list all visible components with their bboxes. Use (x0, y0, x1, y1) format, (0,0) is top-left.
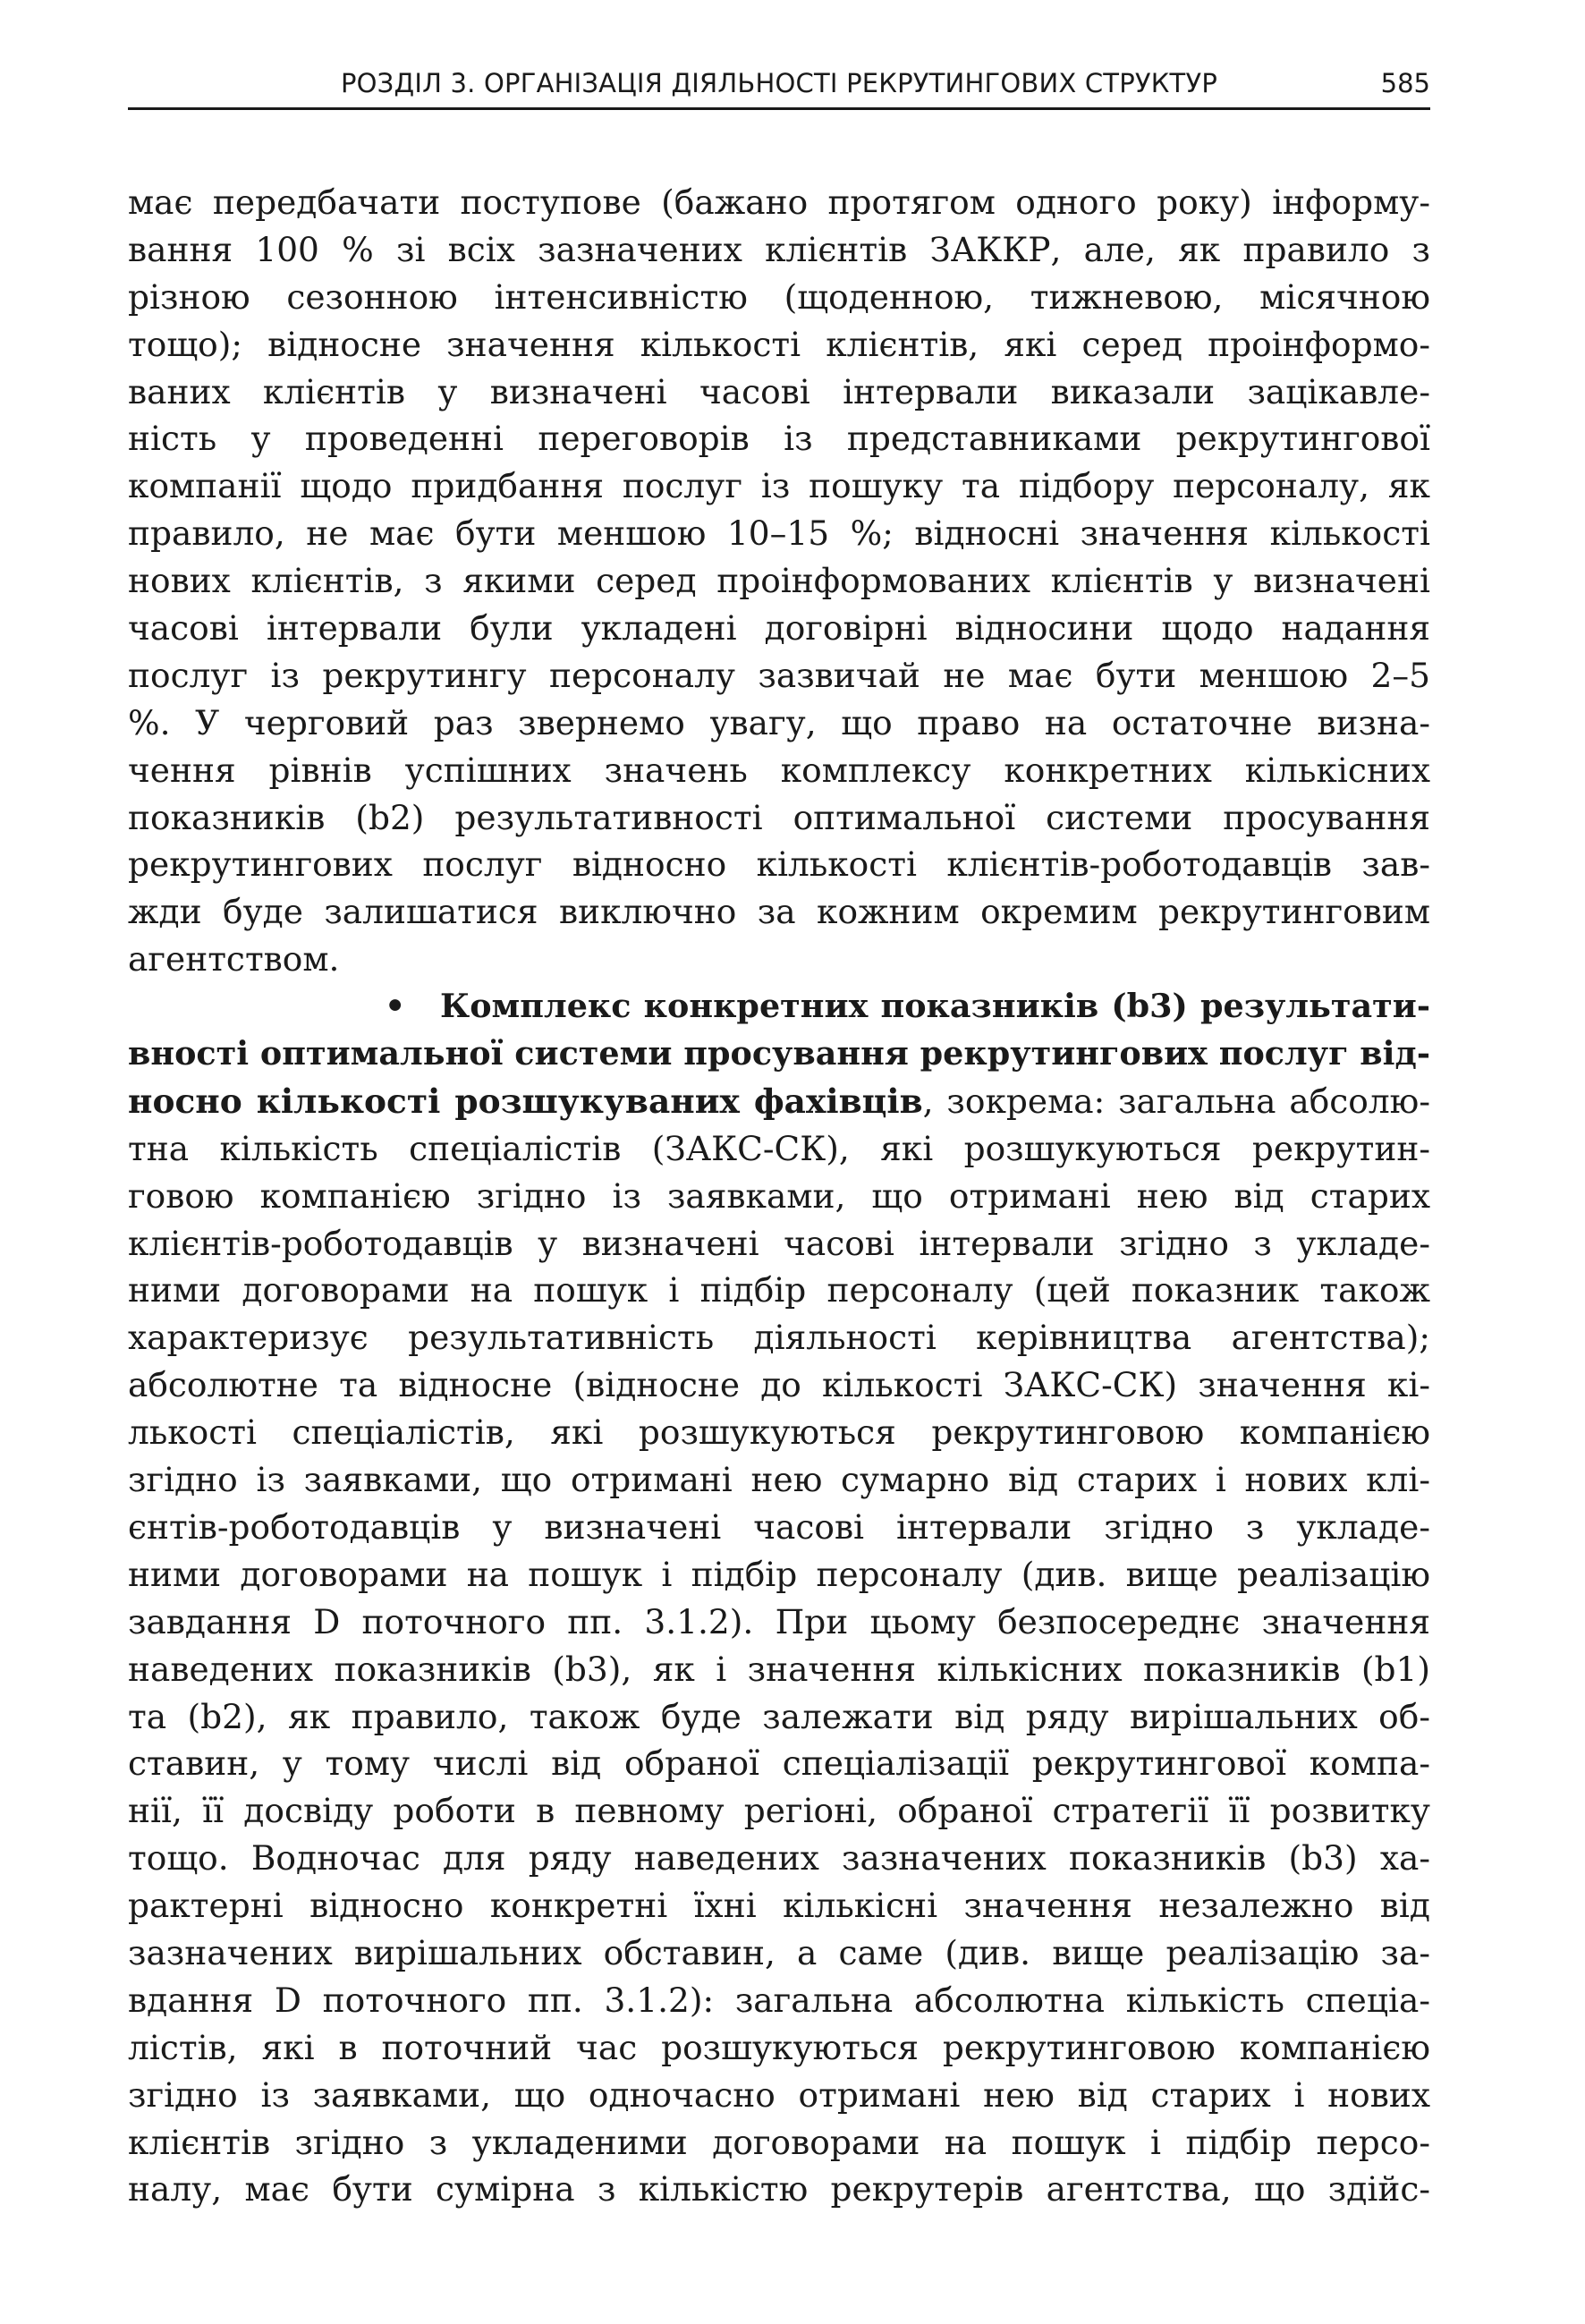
text-line: абсолютне та відносне (відносне до кількості ЗАКС-СК) значення кі- (128, 1365, 1430, 1405)
text-line: нії, її досвіду роботи в певному регіоні, обраної стратегії її розвитку (128, 1791, 1430, 1831)
text-line (128, 1031, 1430, 1078)
text-line: єнтів-роботодавців у визначені часові інтервали згідно з укладе- (128, 1506, 1430, 1547)
text-fragment: , зокрема: загальна абсолю- (922, 1081, 1430, 1121)
text-line: ваних клієнтів у визначені часові інтервали виказали зацікавле- (128, 371, 1430, 411)
text-line: рактерні відносно конкретні їхні кількісні значення незалежно від (128, 1886, 1430, 1926)
chapter-title: РОЗДІЛ 3. ОРГАНІЗАЦІЯ ДІЯЛЬНОСТІ РЕКРУТИНГОВИХ СТРУКТУР (340, 68, 1218, 98)
text-line: ставин, у тому числі від обраної спеціалізації рекрутингової компа- (128, 1743, 1430, 1784)
text-line: %. У черговий раз звернемо увагу, що право на остаточне визна- (128, 702, 1430, 742)
text-line: згідно із заявками, що отримані нею сумарно від старих і нових клі- (128, 1460, 1430, 1500)
page-number: 585 (1380, 68, 1430, 98)
text-line: тощо. Водночас для ряду наведених зазначених показників (b3) ха- (128, 1838, 1430, 1879)
text-line: вання 100 % зі всіх зазначених клієнтів ЗАККР, але, як правило з (128, 229, 1430, 269)
bold-heading-text: вності оптимальної системи просування рекрутингових послуг від- (128, 1034, 1430, 1073)
running-header (128, 61, 1430, 110)
text-line: агентством. (128, 939, 340, 980)
text-line: говою компанією згідно із заявками, що отримані нею від старих (128, 1175, 1430, 1216)
text-line: характеризує результативність діяльності керівництва агентства); (128, 1318, 1430, 1358)
text-line: та (b2), як правило, також буде залежати від ряду вирішальних об- (128, 1696, 1430, 1736)
text-line (128, 1078, 1430, 1125)
text-line: чення рівнів успішних значень комплексу конкретних кількісних (128, 750, 1430, 790)
text-line: клієнтів згідно з укладеними договорами на пошук і підбір персо- (128, 2122, 1430, 2162)
text-line: зазначених вирішальних обставин, а саме (див. вище реалізацію за- (128, 1932, 1430, 1972)
text-line: ність у проведенні переговорів із представниками рекрутингової (128, 419, 1430, 459)
text-line: лістів, які в поточний час розшукуються рекрутинговою компанією (128, 2027, 1430, 2067)
bullet-item-line (128, 983, 1430, 1031)
bold-heading-text: Комплекс конкретних показників (b3) результати- (440, 987, 1430, 1026)
body-text (128, 179, 1430, 2213)
text-line: ними договорами на пошук і підбір персоналу (цей показник також (128, 1270, 1430, 1310)
text-line: налу, має бути сумірна з кількістю рекрутерів агентства, що здійс- (128, 2169, 1430, 2209)
text-line: лькості спеціалістів, які розшукуються рекрутинговою компанією (128, 1412, 1430, 1453)
text-line: нових клієнтів, з якими серед проінформованих клієнтів у визначені (128, 561, 1430, 601)
bullet-marker: • (385, 987, 406, 1026)
text-line: має передбачати поступове (бажано протягом одного року) інформу- (128, 182, 1430, 222)
text-line: згідно із заявками, що одночасно отримані нею від старих і нових (128, 2074, 1430, 2115)
text-line: послуг із рекрутингу персоналу зазвичай не має бути меншою 2–5 (128, 655, 1430, 695)
text-line: ними договорами на пошук і підбір персоналу (див. вище реалізацію (128, 1554, 1430, 1594)
text-line: правило, не має бути меншою 10–15 %; відносні значення кількості (128, 513, 1430, 554)
text-line: рекрутингових послуг відносно кількості клієнтів-роботодавців зав- (128, 844, 1430, 885)
text-line: тощо); відносне значення кількості клієнтів, які серед проінформо- (128, 324, 1430, 364)
text-line: показників (b2) результативності оптимальної системи просування (128, 797, 1430, 837)
text-line: тна кількість спеціалістів (ЗАКС-СК), які розшукуються рекрутин- (128, 1128, 1430, 1168)
text-line: жди буде залишатися виключно за кожним окремим рекрутинговим (128, 892, 1430, 932)
text-line: клієнтів-роботодавців у визначені часові інтервали згідно з укладе- (128, 1223, 1430, 1263)
text-line: завдання D поточного пп. 3.1.2). При цьому безпосереднє значення (128, 1601, 1430, 1641)
text-line: компанії щодо придбання послуг із пошуку та підбору персоналу, як (128, 466, 1430, 506)
text-line: часові інтервали були укладені договірні відносини щодо надання (128, 608, 1430, 649)
bold-heading-text: носно кількості розшукуваних фахівців (128, 1081, 923, 1121)
text-line: наведених показників (b3), як і значення кількісних показників (b1) (128, 1649, 1430, 1689)
text-line: вдання D поточного пп. 3.1.2): загальна абсолютна кількість спеціа- (128, 1980, 1430, 2020)
text-line: різною сезонною інтенсивністю (щоденною, тижневою, місячною (128, 276, 1430, 317)
